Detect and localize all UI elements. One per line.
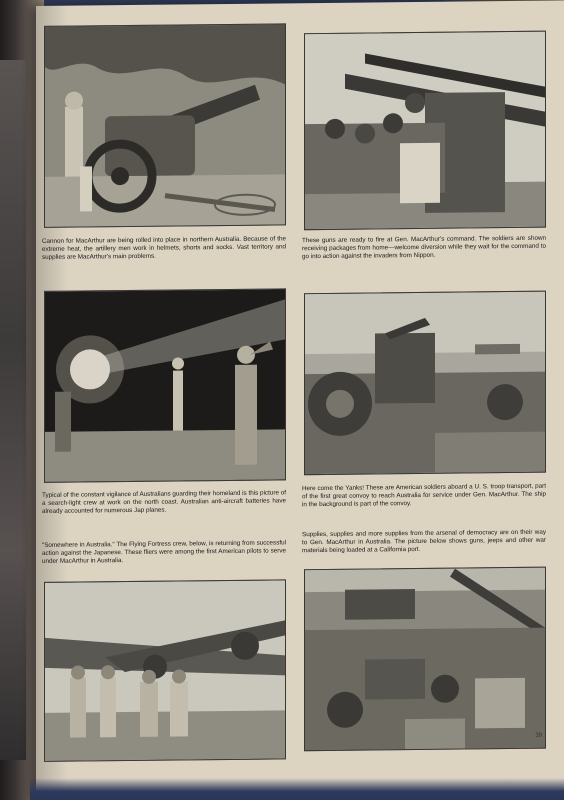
caption-troop-transport: Here come the Yanks! These are American soldiers aboard a U. S. troop transport, part of the first great convoy to reach Australia for service under Gen. MacArthur. The ship in the background is part of the convoy. [302, 482, 546, 509]
caption-field-gun: Cannon for MacArthur are being rolled into place in northern Australia. Because of the extreme heat, the artillery men work in helmets, shorts and socks. Vast territory and supplies are MacArthur's main problems. [42, 235, 286, 262]
page-number: 39 [535, 732, 542, 739]
background-cloth [30, 778, 564, 800]
photo-port-loading [304, 567, 546, 752]
previous-page-edge [0, 60, 26, 760]
caption-port-loading: Supplies, supplies and more supplies from the arsenal of democracy are on their way to Gen. MacArthur in Australia. The picture below shows guns, jeeps and other war materials being loaded at a California port. [302, 528, 546, 555]
magazine-page [36, 0, 564, 800]
photo-field-gun [44, 23, 286, 228]
caption-flying-fortress-crew: "Somewhere in Australia." The Flying Fortress crew, below, is returning from successful action against the Japanese. These fliers were among the first American pilots to serve under MacArthur in Australia. [42, 539, 286, 566]
caption-anti-aircraft-guns: These guns are ready to fire at Gen. MacArthur's command. The soldiers are shown receiving packages from home—welcome diversion while they wait for the command to go into action against the invaders from Nippon. [302, 234, 546, 261]
photo-anti-aircraft-guns [304, 31, 546, 231]
caption-search-light-crew: Typical of the constant vigilance of Australians guarding their homeland is this picture of a search-light crew at work on the north coast. Australian anti-aircraft batteries have already accounted for numerous Jap planes. [42, 489, 286, 516]
photo-troop-transport [304, 291, 546, 476]
photo-flying-fortress-crew [44, 579, 286, 762]
photo-search-light-crew [44, 288, 286, 483]
